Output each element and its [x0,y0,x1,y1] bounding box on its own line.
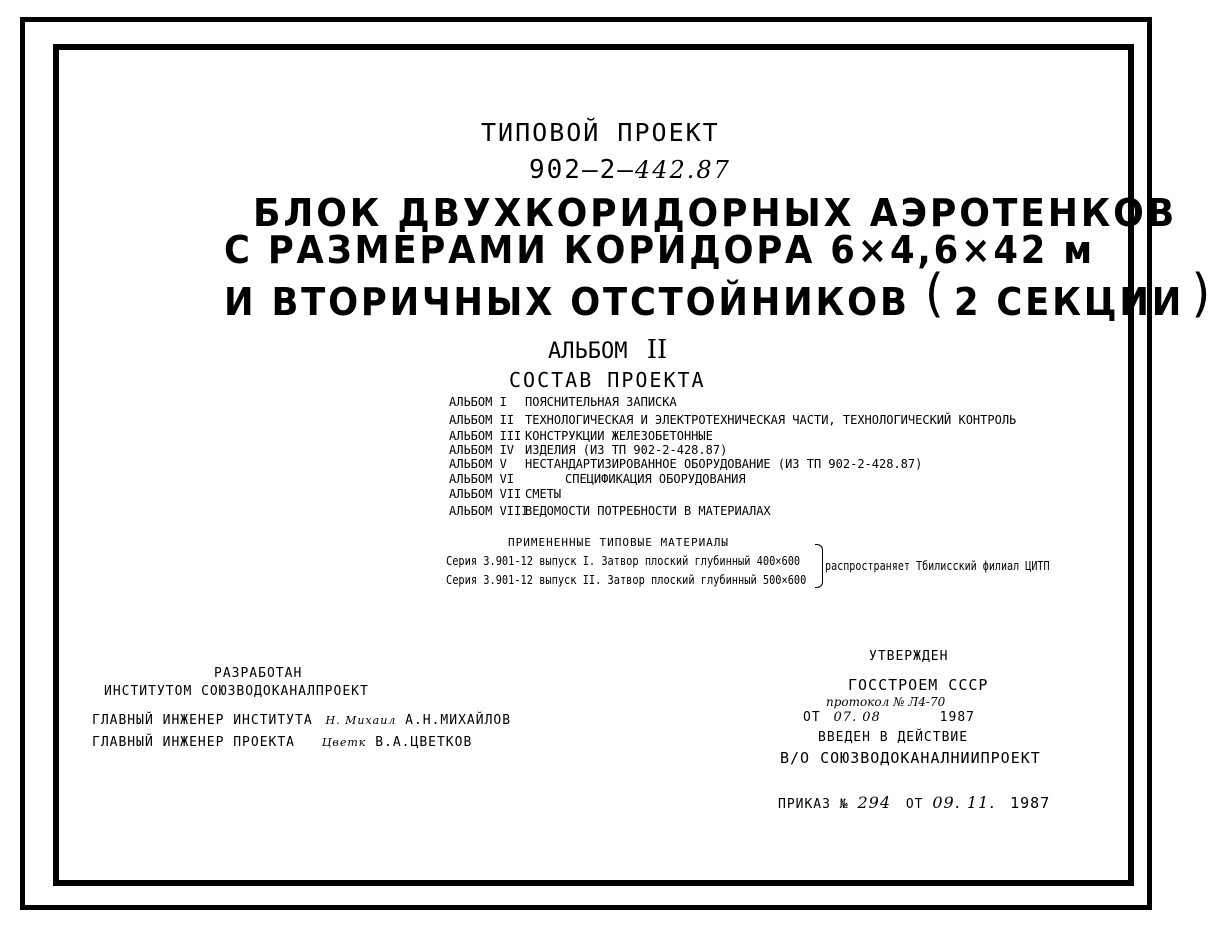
order-row [778,795,1050,811]
album-row [449,458,922,470]
album-row-label: АЛЬБОМ II [449,413,515,427]
chief-engineer-project-row [92,736,472,749]
album-row-text: ТЕХНОЛОГИЧЕСКАЯ И ЭЛЕКТРОТЕХНИЧЕСКАЯ ЧАСТИ, ТЕХНОЛОГИЧЕСКИЙ КОНТРОЛЬ [525,413,1017,427]
album-row [449,414,1016,426]
album-row [449,473,746,485]
album-row-label: АЛЬБОМ III [449,429,522,443]
order-date-prefix: ОТ [905,797,924,812]
approved-label: УТВЕРЖДЕН [869,649,949,664]
developed-label: РАЗРАБОТАН [214,666,303,681]
album-row-label: АЛЬБОМ VIII [449,504,529,518]
order-number: 294 [857,793,891,812]
approved-date [803,711,975,724]
title-line-2: С РАЗМЕРАМИ КОРИДОРА 6×4,6×42 м [224,228,1095,272]
album-row-text: ВЕДОМОСТИ ПОТРЕБНОСТИ В МАТЕРИАЛАХ [525,504,771,518]
developed-institute: ИНСТИТУТОМ СОЮЗВОДОКАНАЛПРОЕКТ [104,684,369,699]
album-row-label: АЛЬБОМ VI [449,472,515,486]
materials-heading: ПРИМЕНЕННЫЕ ТИПОВЫЕ МАТЕРИАЛЫ [508,536,730,549]
paren-close: ) [1191,264,1213,324]
album-row [449,396,677,408]
album-row [449,444,727,456]
chief-engineer-institute-name: А.Н.МИХАЙЛОВ [405,713,512,728]
paren-open: ( [924,264,947,324]
chief-engineer-institute-row [92,714,511,727]
order-date: 09. 11. [932,793,996,812]
chief-engineer-project-name: В.А.ЦВЕТКОВ [375,735,473,750]
title-line-1: БЛОК ДВУХКОРИДОРНЫХ АЭРОТЕНКОВ [253,191,1178,235]
approved-date-day-month: 07. 08 [833,710,881,725]
album-row [449,430,713,442]
series-row: Серия 3.901-12 выпуск II. Затвор плоский глубинный 500×600 [446,573,807,587]
project-number-prefix: 902–2– [529,155,635,185]
album-row-text: КОНСТРУКЦИИ ЖЕЛЕЗОБЕТОННЫЕ [525,429,713,443]
order-prefix: ПРИКАЗ № [778,797,849,812]
album-label: АЛЬБОМ [548,339,628,364]
approved-date-prefix: ОТ [803,710,821,725]
composition-heading: СОСТАВ ПРОЕКТА [509,368,706,392]
album-row-text: НЕСТАНДАРТИЗИРОВАННОЕ ОБОРУДОВАНИЕ (ИЗ ТП 902-2-428.87) [525,457,923,471]
album-row-label: АЛЬБОМ IV [449,443,515,457]
chief-engineer-institute-role: ГЛАВНЫЙ ИНЖЕНЕР ИНСТИТУТА [92,713,313,728]
chief-engineer-project-role: ГЛАВНЫЙ ИНЖЕНЕР ПРОЕКТА [92,735,296,750]
effective-by: В/О СОЮЗВОДОКАНАЛНИИПРОЕКТ [780,749,1041,767]
title-line-3-main: И ВТОРИЧНЫХ ОТСТОЙНИКОВ [224,280,910,324]
project-number [529,157,731,183]
approved-org: ГОССТРОЕМ СССР [848,676,989,694]
album-heading [548,337,667,363]
title-line-3 [224,264,1213,324]
project-number-suffix: 442.87 [634,156,731,184]
signature: Цветк [321,736,367,749]
album-number: II [646,335,668,365]
project-type-label: ТИПОВОЙ ПРОЕКТ [481,118,720,147]
effective-label: ВВЕДЕН В ДЕЙСТВИЕ [818,730,969,745]
album-row-label: АЛЬБОМ I [449,395,507,409]
brace [815,544,823,588]
album-row-text: СМЕТЫ [525,487,562,501]
album-row [449,488,561,500]
approved-protocol: протокол № Л4-70 [826,695,946,709]
series-row: Серия 3.901-12 выпуск I. Затвор плоский глубинный 400×600 [446,554,801,568]
signature: Н. Михаил [325,714,397,727]
album-row-text: ИЗДЕЛИЯ (ИЗ ТП 902-2-428.87) [525,443,728,457]
approved-date-year: 1987 [939,710,975,725]
album-row-text: СПЕЦИФИКАЦИЯ ОБОРУДОВАНИЯ [565,472,746,486]
sections-count: 2 СЕКЦИИ [953,280,1185,324]
album-row-label: АЛЬБОМ V [449,457,507,471]
album-row [449,505,771,517]
distributor-note: распространяет Тбилисский филиал ЦИТП [825,559,1050,573]
album-row-text: ПОЯСНИТЕЛЬНАЯ ЗАПИСКА [525,395,677,409]
order-year: 1987 [1010,794,1051,812]
album-row-label: АЛЬБОМ VII [449,487,522,501]
